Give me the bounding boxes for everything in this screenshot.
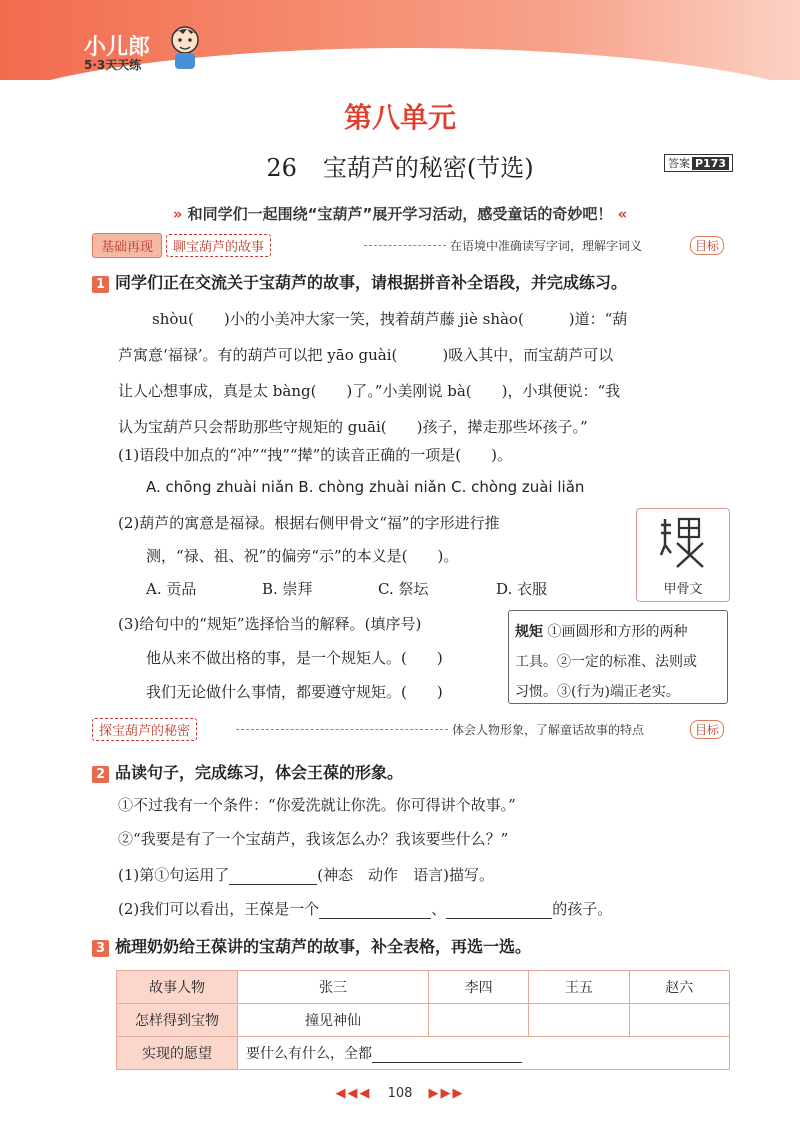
q1-title-text: 同学们正在交流关于宝葫芦的故事，请根据拼音补全语段，并完成练习。 [115,273,628,292]
oracle-fu-glyph-icon [659,515,707,571]
table-row [117,971,730,1004]
table-cell[interactable] [629,1004,729,1037]
oracle-bone-label: 甲骨文 [663,582,703,597]
answer-page: P173 [692,157,729,170]
table-header: 怎样得到宝物 [117,1004,238,1037]
section2-goal-tag: 目标 [690,720,724,739]
section1-goal-tag: 目标 [690,236,724,255]
definition-term: 规矩 [515,624,543,640]
page-number: 108 [387,1086,413,1101]
table-cell[interactable] [428,1004,528,1037]
q2-title-text: 品读句子，完成练习，体会王葆的形象。 [115,763,404,782]
answer-blank[interactable] [319,900,431,919]
answer-blank[interactable] [229,866,317,885]
q1-sub3: (3)给句中的“规矩”选择恰当的解释。(填序号) [118,615,422,633]
q2-sub2-sep: 、 [431,900,447,918]
q1-paragraph-line1: shòu( )小的小美冲大家一笑，拽着葫芦藤 jiè shào( )道：“葫 [152,310,628,328]
q1-paragraph-line3: 让人心想事成，真是太 bàng( )了。”小美刚说 bà( )，小琪便说：“我 [118,382,621,400]
q2-sentence2: ②“我要是有了一个宝葫芦，我该怎么办？我该要些什么？” [118,830,509,848]
table-cell [238,1037,730,1070]
answer-blank[interactable] [372,1046,522,1063]
brand-subtitle: 5·3天天练 [84,58,142,72]
table-cell: 张三 [238,971,429,1004]
divider [364,245,446,246]
lesson-name: 宝葫芦的秘密(节选) [322,154,534,182]
table-cell[interactable] [529,1004,629,1037]
table-cell: 撞见神仙 [238,1004,429,1037]
q2-sub1-text: (1)第①句运用了 [118,866,230,884]
answer-tag[interactable] [664,154,733,172]
banner-text: 和同学们一起围绕“宝葫芦”展开学习活动，感受童话的奇妙吧！ [187,205,613,223]
q1-number: 1 [92,276,109,293]
q1-title [92,270,627,293]
q1-sub1: (1)语段中加点的“冲”“拽”“撵”的读音正确的一项是( )。 [118,446,512,464]
q1-sub3-a: 他从来不做出格的事，是一个规矩人。( ) [146,649,443,667]
q1-paragraph-line4: 认为宝葫芦只会帮助那些守规矩的 guāi( )孩子，撵走那些坏孩子。” [118,418,588,436]
q2-number: 2 [92,766,109,783]
lesson-number: 26 [266,154,297,182]
prev-arrows-icon: ◀◀◀ [335,1086,372,1101]
divider [236,729,448,730]
q3-title [92,934,531,957]
q2-sentence1: ①不过我有一个条件：“你爱洗就让你洗。你可得讲个故事。” [118,796,516,814]
option-c: C. 祭坛 [378,580,429,598]
q3-number: 3 [92,940,109,957]
section1-label: 基础再现 [92,233,162,258]
q1-sub2-line2: 测，“禄、祖、祝”的偏旁“示”的本义是( )。 [146,547,459,565]
q2-sub1-tail: (神态 动作 语言)描写。 [317,866,494,884]
brand-logo: 小儿郎 [84,35,151,60]
definition-box [508,610,728,704]
definition-line2: 工具。②一定的标准、法则或 [515,654,697,670]
q3-title-text: 梳理奶奶给王葆讲的宝葫芦的故事，补全表格，再选一选。 [115,937,532,956]
section1-goal: 在语境中准确读写字词，理解字词义 [450,239,643,253]
mascot-icon [165,22,205,70]
table-row [117,1037,730,1070]
answer-label: 答案 [668,157,690,170]
q1-paragraph-line2: 芦寓意‘福禄’。有的葫芦可以把 yāo guài( )吸入其中，而宝葫芦可以 [118,346,614,364]
table-cell: 赵六 [629,971,729,1004]
option-a: A. 贡品 [146,580,197,598]
answer-blank[interactable] [446,900,552,919]
option-d: D. 衣服 [496,580,548,598]
next-arrows-icon: ▶▶▶ [428,1086,465,1101]
definition-line3: 习惯。③(行为)端正老实。 [515,684,680,700]
oracle-bone-figure [636,508,730,602]
unit-title: 第八单元 [343,101,456,134]
q1-sub2-options [146,578,547,599]
intro-banner [0,203,800,224]
q1-sub2-line1: (2)葫芦的寓意是福禄。根据右侧甲骨文“福”的字形进行推 [118,514,500,532]
story-table [116,970,730,1070]
table-header: 故事人物 [117,971,238,1004]
section2-header [92,718,197,740]
wish-text: 要什么有什么，全都 [246,1046,372,1062]
q1-sub3-b: 我们无论做什么事情，都要遵守规矩。( ) [146,683,443,701]
q2-sub2-tail: 的孩子。 [552,900,613,918]
section1-header [92,234,271,256]
page-footer [0,1086,800,1101]
table-cell: 李四 [428,971,528,1004]
q2-sub2 [118,898,612,919]
table-header: 实现的愿望 [117,1037,238,1070]
table-row [117,1004,730,1037]
q1-sub1-options: A. chōng zhuài niǎn B. chòng zhuài niǎn C. chòng zuài liǎn [146,478,585,496]
section2-goal: 体会人物形象，了解童话故事的特点 [452,723,645,737]
option-b: B. 崇拜 [262,580,313,598]
q2-title [92,760,403,783]
q2-sub1 [118,864,494,885]
section1-sub: 聊宝葫芦的故事 [166,234,271,257]
table-cell: 王五 [529,971,629,1004]
section2-label: 探宝葫芦的秘密 [92,718,197,741]
banner-left-arrows: » [172,205,183,223]
banner-right-arrows: « [617,205,628,223]
definition-line1: ①画圆形和方形的两种 [547,624,688,640]
q2-sub2-text: (2)我们可以看出，王葆是一个 [118,900,320,918]
